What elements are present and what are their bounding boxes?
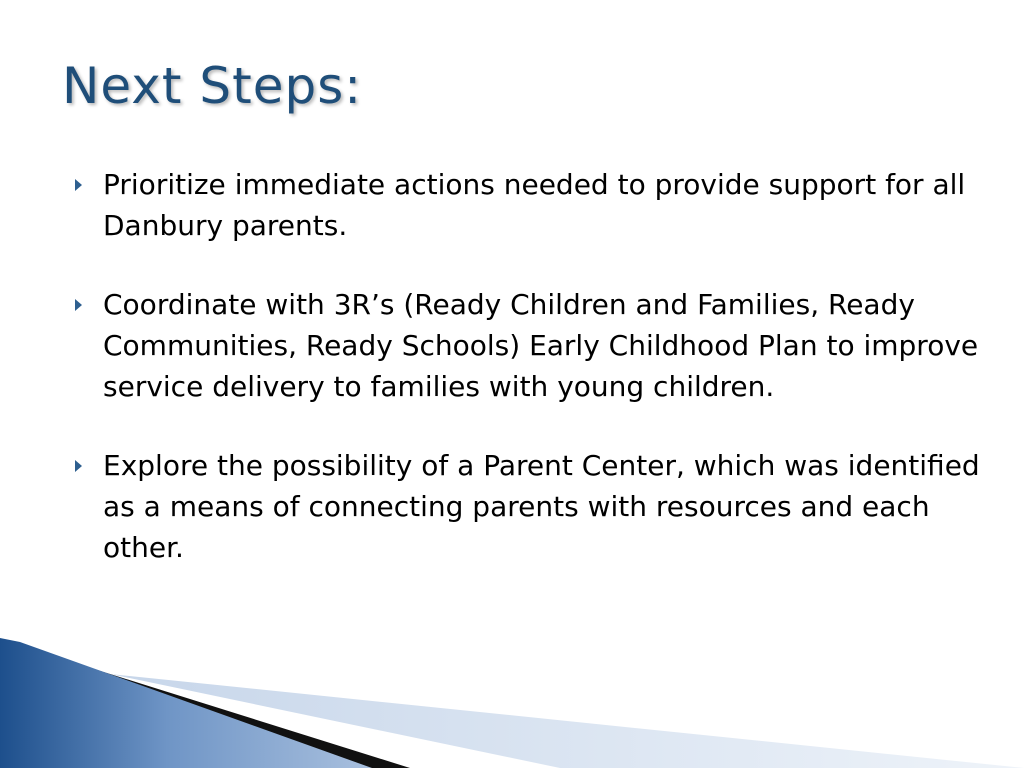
bullet-item [0, 164, 1024, 246]
bullet-text: Coordinate with 3R’s (Ready Children and Families, Ready Communities, Ready Schools) Early Childhood Plan to improve service delivery to families with young children. [103, 288, 979, 403]
bullet-text: Explore the possibility of a Parent Center, which was identified as a means of connecting parents with resources and each other. [103, 449, 980, 564]
bullet-list [0, 164, 1024, 606]
bullet-text: Prioritize immediate actions needed to provide support for all Danbury parents. [103, 168, 966, 242]
bullet-item [0, 445, 1024, 568]
slide-title: Next Steps: [62, 57, 363, 115]
triangle-right-icon [75, 179, 82, 191]
swoosh-decoration [0, 638, 1024, 768]
triangle-right-icon [75, 299, 82, 311]
triangle-right-icon [75, 460, 82, 472]
bullet-item [0, 284, 1024, 407]
